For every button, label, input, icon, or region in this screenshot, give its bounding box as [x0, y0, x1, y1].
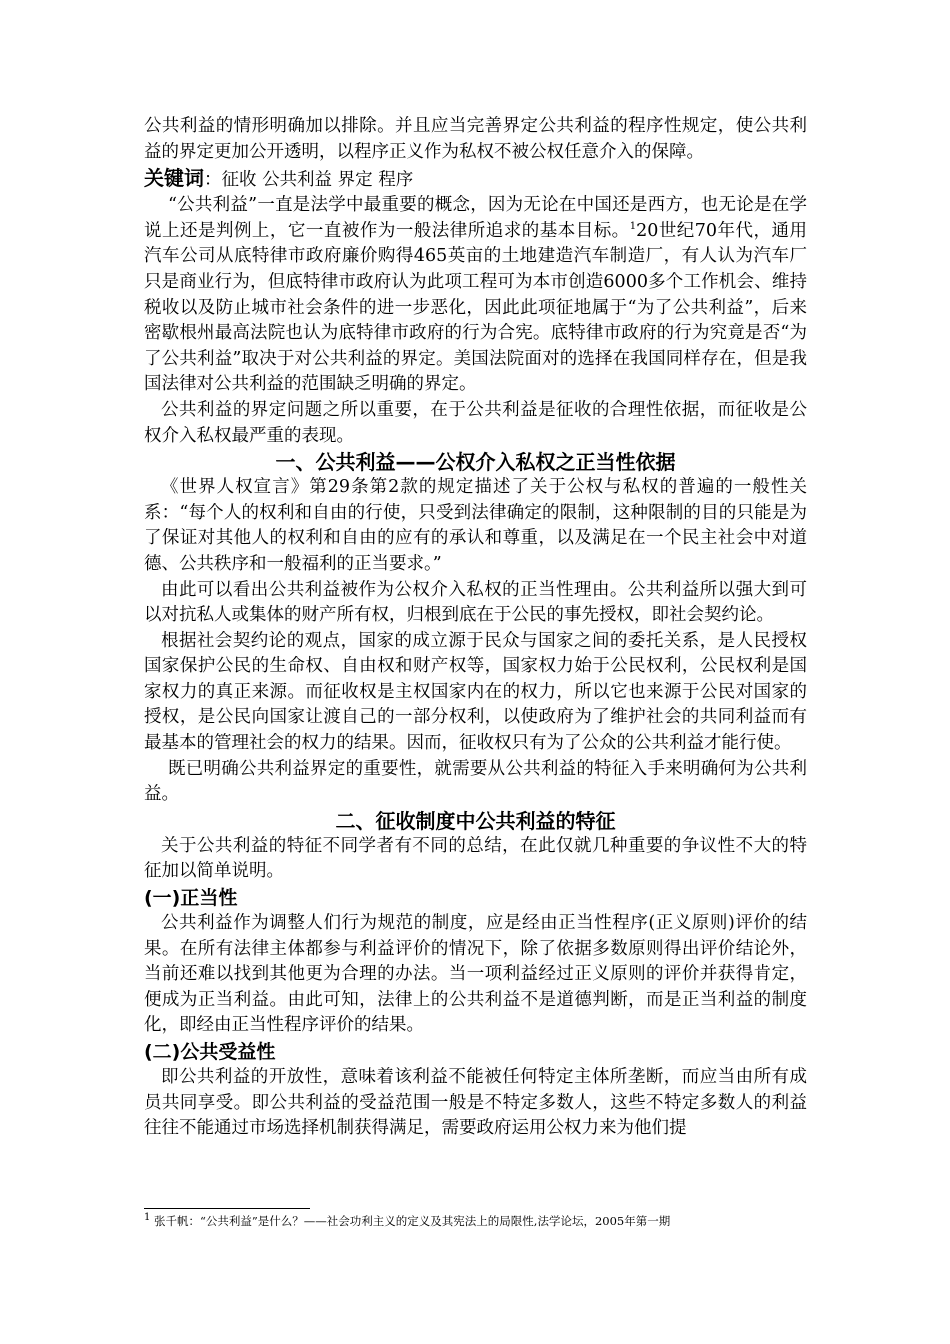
paragraph-public-benefit: 即公共利益的开放性，意味着该利益不能被任何特定主体所垄断，而应当由所有成员共同享受。即公共利益的受益范围一般是不特定多数人，这些不特定多数人的利益往往不能通过市场选择机制获得满足，需要政府运用公权力来为他们提: [144, 1067, 807, 1139]
footnote: [144, 1212, 807, 1230]
footnote-divider: [144, 1208, 310, 1209]
keywords-label: 关键词: [144, 166, 204, 191]
paragraph-justification: 由此可以看出公共利益被作为公权介入私权的正当性理由。公共利益所以强大到可以对抗私人或集体的财产所有权，归根到底在于公民的事先授权，即社会契约论。: [144, 579, 807, 626]
keywords-colon: ：: [204, 170, 222, 191]
body-text: [144, 114, 807, 1142]
paragraph-declaration: 《世界人权宣言》第29条第2款的规定描述了关于公权与私权的普遍的一般性关系：“每个人的权利和自由的行使，只受到法律确定的限制，这种限制的目的只能是为了保证对其他人的权利和自由的应有的承认和尊重，以及满足在一个民主社会中对道德、公共秩序和一般福利的正当要求。”: [144, 477, 807, 574]
paragraph-importance: 公共利益的界定问题之所以重要，在于公共利益是征收的合理性依据，而征收是公权介入私权最严重的表现。: [144, 399, 807, 446]
subheading-public-benefit: (二)公共受益性: [144, 1041, 276, 1063]
footnote-text: 张千帆：“公共利益”是什么？——社会功利主义的定义及其宪法上的局限性,法学论坛，2005年第一期: [150, 1214, 671, 1228]
subheading-legitimacy: (一)正当性: [144, 887, 238, 910]
paragraph-intro-part1: “公共利益”一直是法学中最重要的概念，因为无论在中国还是西方，也无论是在学说上还是判例上，它一直被作为一般法律所追求的基本目标。: [144, 195, 807, 241]
paragraph-intro: [144, 193, 807, 398]
footnote-ref[interactable]: 1: [629, 220, 637, 232]
paragraph-legitimacy: 公共利益作为调整人们行为规范的制度，应是经由正当性程序(正义原则)评价的结果。在所有法律主体都参与利益评价的情况下，除了依据多数原则得出评价结论外，当前还难以找到其他更为合理的办法。当一项利益经过正义原则的评价并获得肯定，便成为正当利益。由此可知，法律上的公共利益不是道德判断，而是正当利益的制度化，即经由正当性程序评价的结果。: [144, 913, 807, 1036]
paragraph-transition: 既已明确公共利益界定的重要性，就需要从公共利益的特征入手来明确何为公共利益。: [144, 758, 807, 805]
paragraph-features-intro: 关于公共利益的特征不同学者有不同的总结，在此仅就几种重要的争议性不大的特征加以简单说明。: [144, 835, 807, 882]
footnote-mark: 1: [144, 1212, 151, 1224]
keywords-text: 征收 公共利益 界定 程序: [221, 170, 414, 191]
section-heading-1: 一、公共利益——公权介入私权之正当性依据: [275, 450, 676, 475]
section-heading-2: 二、征收制度中公共利益的特征: [335, 808, 616, 833]
keywords-line: [144, 165, 807, 193]
paragraph-intro-part2: 20世纪70年代，通用汽车公司从底特律市政府廉价购得465英亩的土地建造汽车制造厂，有人认为汽车厂只是商业行为，但底特律市政府认为此项工程可为本市创造6000多个工作机会、维持税收以及防止城市社会条件的进一步恶化，因此此项征地属于“为了公共利益”，后来密歇根州最高法院也认为底特律市政府的行为合宪。底特律市政府的行为究竟是否“为了公共利益”取决于对公共利益的界定。美国法院面对的选择在我国同样存在，但是我国法律对公共利益的范围缺乏明确的界定。: [144, 220, 808, 395]
paragraph-abstract-end: 公共利益的情形明确加以排除。并且应当完善界定公共利益的程序性规定，使公共利益的界定更加公开透明，以程序正义作为私权不被公权任意介入的保障。: [144, 116, 807, 162]
paragraph-social-contract: 根据社会契约论的观点，国家的成立源于民众与国家之间的委托关系，是人民授权国家保护公民的生命权、自由权和财产权等，国家权力始于公民权利，公民权利是国家权力的真正来源。而征收权是主权国家内在的权力，所以它也来源于公民对国家的授权，是公民向国家让渡自己的一部分权利，以使政府为了维护社会的共同利益而有最基本的管理社会的权力的结果。因而，征收权只有为了公众的公共利益才能行使。: [144, 630, 807, 754]
